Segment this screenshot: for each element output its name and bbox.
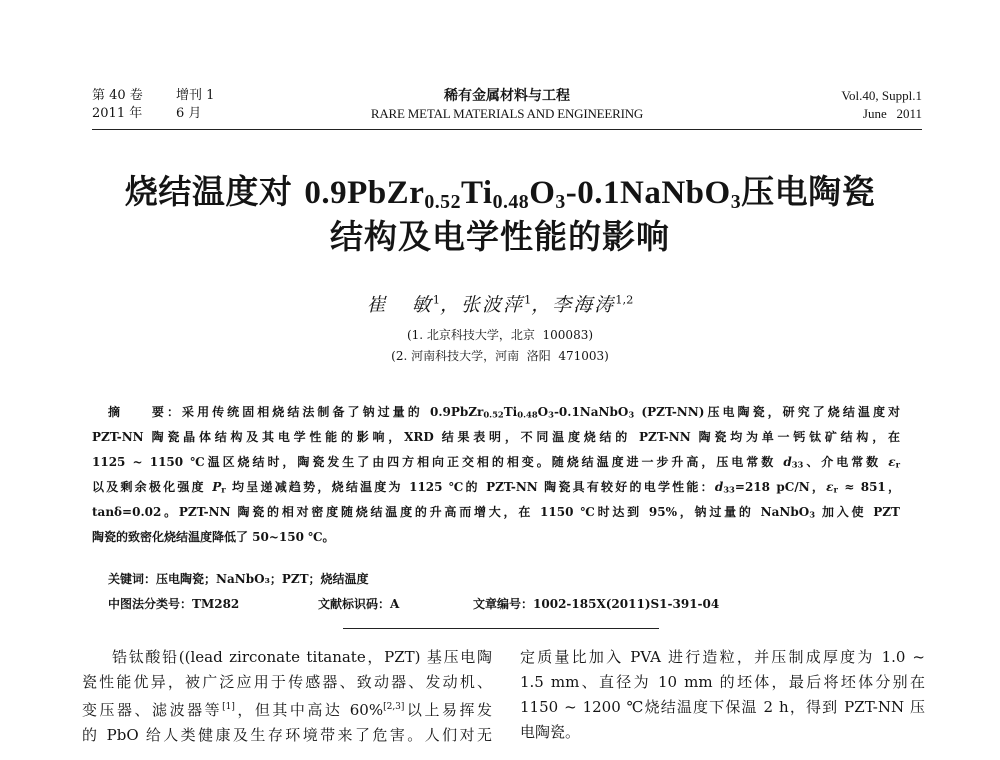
abstract-line: PZT-NN 陶瓷晶体结构及其电学性能的影响，XRD 结果表明，不同温度烧结的 PZT-NN 陶瓷均为单一钙钛矿结构，在: [92, 430, 900, 444]
abstract-label: 摘 要：: [108, 405, 183, 419]
body-line: 1150 ~ 1200 ℃烧结温度下保温 2 h，得到 PZT-NN 压: [520, 698, 925, 716]
abstract-sub: 0.48: [517, 409, 538, 420]
abstract-sub: 33: [791, 459, 804, 470]
abstract-line: [92, 450, 900, 475]
abstract-text: -0.1NaNbO: [553, 405, 629, 419]
title-line-1: [20, 170, 980, 215]
abstract-sub: 3: [548, 409, 554, 420]
keywords-value: 压电陶瓷；NaNbO₃；PZT；烧结温度: [156, 572, 369, 586]
body-line: 锆钛酸铅((lead zirconate titanate，PZT) 基压电陶: [112, 648, 492, 666]
abstract-symbol: ε: [826, 480, 834, 494]
abstract-text: 均呈递减趋势，烧结温度为 1125 ℃的 PZT-NN 陶瓷具有较好的电学性能：: [225, 480, 715, 494]
formula-part: 0.9PbZr: [304, 175, 425, 211]
abstract-sub: 33: [723, 484, 735, 495]
formula-part: O: [529, 175, 556, 211]
abstract-text: Ti: [503, 405, 518, 419]
clc-code: [108, 595, 318, 612]
document-code: [318, 595, 473, 612]
author-separator: ，: [439, 294, 461, 316]
classification-row: [108, 595, 828, 612]
body-column-left: [82, 645, 492, 748]
paper-title: [20, 170, 980, 259]
affiliation-2: (2. 河南科技大学，河南 洛阳 471003): [391, 349, 609, 363]
abstract-text: tanδ=0.02。PZT-NN 陶瓷的相对密度随烧结温度的升高而增大，在 1150 ℃时达到 95%，钠过量的 NaNbO: [92, 505, 810, 519]
abstract-sub: r: [221, 484, 226, 495]
supplement-cn: 增刊 1: [176, 88, 215, 103]
title-prefix: 烧结温度对: [124, 172, 305, 211]
body-line: [82, 695, 492, 723]
body-line: 1.5 mm、直径为 10 mm 的坯体，最后将坯体分别在: [520, 673, 925, 691]
title-formula: [304, 175, 741, 211]
journal-name-cn: 稀有金属材料与工程: [444, 88, 570, 104]
abstract-line: [92, 475, 900, 500]
body-line: 电陶瓷。: [520, 723, 581, 741]
year-cn: 2011 年: [92, 106, 143, 121]
title-suffix: 压电陶瓷: [741, 172, 876, 211]
formula-part: Ti: [460, 175, 493, 211]
abstract-text: 采用传统固相烧结法制备了钠过量的 0.9PbZr: [182, 405, 484, 419]
formula-sub: 0.52: [424, 190, 461, 213]
abstract-sub: 3: [628, 409, 635, 420]
formula-sub: 3: [730, 190, 742, 213]
abstract-sub: r: [833, 484, 838, 495]
body-line: 瓷性能优异，被广泛应用于传感器、致动器、发动机、: [82, 673, 492, 691]
author-1-affil: 1: [432, 292, 440, 307]
abstract-text: O: [537, 405, 549, 419]
title-line-2: 结构及电学性能的影响: [330, 217, 670, 256]
abstract-sub: 0.52: [483, 409, 504, 420]
clc-label: 中图法分类号：: [108, 597, 193, 611]
header-center: [92, 87, 922, 123]
abstract-text: (PZT-NN)压电陶瓷，研究了烧结温度对: [634, 405, 900, 419]
body-line: 的 PbO 给人类健康及生存环境带来了危害。人们对无: [82, 726, 492, 744]
abstract-text: 加入使 PZT: [815, 505, 900, 519]
clc-value: TM282: [192, 597, 240, 611]
doc-label: 文献标识码：: [318, 597, 391, 611]
abstract-text: 、介电常数: [803, 455, 889, 469]
journal-name-en: RARE METAL MATERIALS AND ENGINEERING: [370, 106, 644, 121]
header-rule: [92, 129, 922, 130]
abstract-line: [92, 400, 900, 425]
abstract: [92, 400, 900, 550]
formula-part: -0.1NaNbO: [565, 175, 731, 211]
abstract-symbol: d: [714, 480, 724, 494]
citation: [1]: [222, 702, 235, 712]
affiliation-1: (1. 北京科技大学，北京 100083): [406, 328, 594, 342]
abstract-text: =218 pC/N，: [734, 480, 827, 494]
body-text: 以上易挥发: [404, 701, 492, 719]
article-number: [473, 595, 719, 612]
section-rule: [343, 628, 659, 629]
month-cn: 6 月: [176, 106, 202, 121]
abstract-text: ≈ 851，: [837, 480, 900, 494]
abstract-symbol: ε: [888, 455, 896, 469]
author-3: 李海涛: [552, 294, 616, 316]
author-separator: ，: [531, 294, 553, 316]
abstract-text: 1125 ~ 1150 ℃温区烧结时，陶瓷发生了由四方相向正交相的相变。随烧结温度进一步升高，压电常数: [92, 455, 784, 469]
abstract-symbol: P: [212, 480, 222, 494]
abstract-sub: r: [895, 459, 900, 470]
body-column-right: [520, 645, 925, 745]
author-3-affil: 1,2: [615, 292, 634, 307]
journal-header: [92, 87, 922, 127]
volume-cn: 第 40 卷: [92, 88, 143, 103]
article-label: 文章编号：: [473, 597, 534, 611]
keywords-label: 关键词：: [108, 572, 157, 586]
keywords: [108, 570, 369, 587]
formula-sub: 3: [555, 190, 566, 213]
author-2: 张波萍: [460, 294, 524, 316]
abstract-sub: 3: [809, 509, 816, 520]
body-text: ，但其中高达 60%: [234, 701, 384, 719]
volume-en: Vol.40, Suppl.1: [841, 88, 922, 103]
header-right: [841, 87, 922, 123]
abstract-symbol: d: [783, 455, 792, 469]
doc-value: A: [390, 597, 400, 611]
body-line: 定质量比加入 PVA 进行造粒，并压制成厚度为 1.0 ~: [520, 648, 925, 666]
body-text: 变压器、滤波器等: [82, 701, 223, 719]
abstract-text: 以及剩余极化强度: [92, 480, 213, 494]
article-value: 1002-185X(2011)S1-391-04: [533, 597, 720, 611]
citation: [2,3]: [383, 702, 405, 712]
author-2-affil: 1: [524, 292, 532, 307]
formula-sub: 0.48: [492, 190, 530, 213]
abstract-line: 陶瓷的致密化烧结温度降低了 50~150 ℃。: [92, 530, 335, 544]
date-en: June 2011: [862, 106, 922, 121]
author-1: 崔 敏: [366, 294, 433, 316]
abstract-line: [92, 500, 900, 525]
author-list: [0, 290, 1000, 317]
